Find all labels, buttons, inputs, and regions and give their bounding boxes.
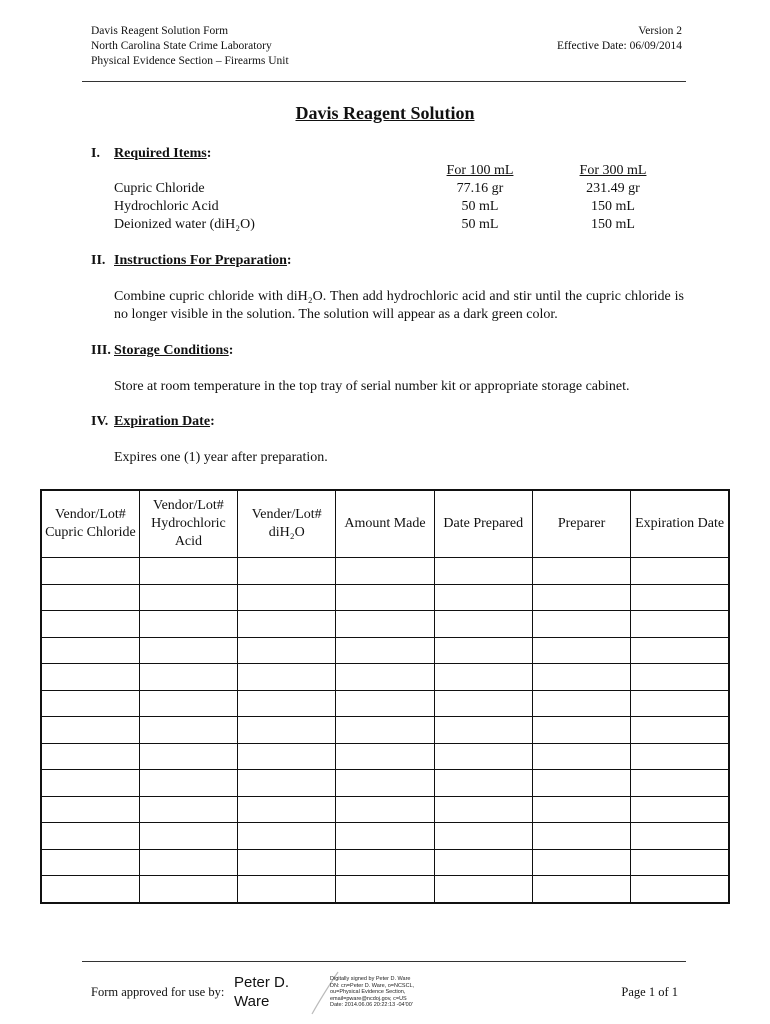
footer-divider bbox=[82, 961, 686, 962]
table-cell[interactable] bbox=[532, 823, 630, 850]
column-header-date-prepared: Date Prepared bbox=[434, 490, 532, 558]
section-required-heading: I. Required Items: bbox=[91, 146, 212, 161]
table-cell[interactable] bbox=[336, 770, 434, 797]
table-cell[interactable] bbox=[532, 558, 630, 585]
table-row bbox=[41, 796, 729, 823]
table-cell[interactable] bbox=[41, 611, 139, 638]
table-row bbox=[41, 743, 729, 770]
table-cell[interactable] bbox=[238, 796, 336, 823]
table-cell[interactable] bbox=[41, 664, 139, 691]
table-cell[interactable] bbox=[532, 770, 630, 797]
table-cell[interactable] bbox=[238, 637, 336, 664]
table-cell[interactable] bbox=[41, 584, 139, 611]
table-cell[interactable] bbox=[631, 770, 729, 797]
signature-detail-line: Date: 2014.06.06 20:22:13 -04'00' bbox=[330, 1002, 413, 1009]
column-header-preparer: Preparer bbox=[532, 490, 630, 558]
table-cell[interactable] bbox=[41, 558, 139, 585]
table-cell[interactable] bbox=[41, 690, 139, 717]
table-cell[interactable] bbox=[532, 584, 630, 611]
signature-detail-line: Digitally signed by Peter D. Ware bbox=[330, 976, 411, 982]
table-cell[interactable] bbox=[139, 584, 237, 611]
table-cell[interactable] bbox=[631, 584, 729, 611]
table-cell[interactable] bbox=[631, 637, 729, 664]
storage-text: Store at room temperature in the top tray of serial number kit or appropriate storage cabinet. bbox=[114, 379, 630, 394]
value-100ml: 77.16 gr bbox=[456, 181, 504, 196]
column-100ml bbox=[420, 162, 540, 234]
table-cell[interactable] bbox=[631, 664, 729, 691]
table-cell[interactable] bbox=[434, 558, 532, 585]
table-cell[interactable] bbox=[631, 717, 729, 744]
table-cell[interactable] bbox=[631, 690, 729, 717]
table-cell[interactable] bbox=[434, 611, 532, 638]
value-300ml: 150 mL bbox=[591, 199, 635, 214]
table-cell[interactable] bbox=[532, 717, 630, 744]
table-cell[interactable] bbox=[336, 637, 434, 664]
table-cell[interactable] bbox=[41, 876, 139, 903]
table-cell[interactable] bbox=[434, 823, 532, 850]
table-cell[interactable] bbox=[238, 664, 336, 691]
table-cell[interactable] bbox=[238, 849, 336, 876]
value-300ml: 150 mL bbox=[591, 217, 635, 232]
table-row bbox=[41, 558, 729, 585]
value-300ml: 231.49 gr bbox=[586, 181, 640, 196]
table-cell[interactable] bbox=[238, 770, 336, 797]
table-cell[interactable] bbox=[139, 690, 237, 717]
table-cell[interactable] bbox=[139, 849, 237, 876]
digital-signature-details bbox=[330, 976, 430, 1009]
table-cell[interactable] bbox=[139, 823, 237, 850]
table-row bbox=[41, 876, 729, 903]
section-storage-heading: III. Storage Conditions: bbox=[91, 343, 234, 358]
table-cell[interactable] bbox=[336, 849, 434, 876]
section-expiration-heading: IV. Expiration Date: bbox=[91, 414, 215, 429]
signer-name bbox=[234, 973, 289, 1011]
effective-date: Effective Date: 06/09/2014 bbox=[557, 40, 682, 52]
lab-name: North Carolina State Crime Laboratory bbox=[91, 40, 272, 52]
table-cell[interactable] bbox=[336, 611, 434, 638]
table-cell[interactable] bbox=[434, 584, 532, 611]
table-cell[interactable] bbox=[532, 611, 630, 638]
table-cell[interactable] bbox=[238, 743, 336, 770]
table-cell[interactable] bbox=[139, 717, 237, 744]
version-label: Version 2 bbox=[638, 25, 682, 37]
table-cell[interactable] bbox=[41, 717, 139, 744]
table-row bbox=[41, 823, 729, 850]
item-deionized-water: Deionized water (diH₂O) bbox=[114, 217, 255, 232]
table-cell[interactable] bbox=[41, 743, 139, 770]
table-cell[interactable] bbox=[532, 796, 630, 823]
instructions-text: Combine cupric chloride with diH₂O. Then add hydrochloric acid and stir until the cupric chloride is no longer visible in the solution. The solution will appear as a dark green color. bbox=[114, 289, 684, 322]
page-title: Davis Reagent Solution bbox=[295, 103, 475, 123]
table-cell[interactable] bbox=[238, 823, 336, 850]
table-row bbox=[41, 770, 729, 797]
table-cell[interactable] bbox=[336, 584, 434, 611]
table-cell[interactable] bbox=[631, 743, 729, 770]
table-cell[interactable] bbox=[139, 770, 237, 797]
header-left bbox=[91, 24, 289, 69]
table-cell[interactable] bbox=[139, 876, 237, 903]
table-row bbox=[41, 637, 729, 664]
item-cupric-chloride: Cupric Chloride bbox=[114, 181, 205, 196]
table-cell[interactable] bbox=[434, 876, 532, 903]
table-cell[interactable] bbox=[434, 690, 532, 717]
table-cell[interactable] bbox=[41, 823, 139, 850]
table-cell[interactable] bbox=[631, 823, 729, 850]
table-cell[interactable] bbox=[336, 743, 434, 770]
table-cell[interactable] bbox=[434, 770, 532, 797]
table-cell[interactable] bbox=[336, 876, 434, 903]
table-cell[interactable] bbox=[532, 690, 630, 717]
column-300ml-header: For 300 mL bbox=[579, 163, 647, 178]
table-cell[interactable] bbox=[532, 664, 630, 691]
table-cell[interactable] bbox=[238, 876, 336, 903]
column-300ml bbox=[553, 162, 673, 234]
table-cell[interactable] bbox=[631, 611, 729, 638]
table-cell[interactable] bbox=[41, 796, 139, 823]
column-100ml-header: For 100 mL bbox=[446, 163, 514, 178]
table-row bbox=[41, 584, 729, 611]
table-cell[interactable] bbox=[41, 637, 139, 664]
signature-detail-line: email=pware@ncdoj.gov, c=US bbox=[330, 995, 407, 1002]
table-cell[interactable] bbox=[434, 743, 532, 770]
table-cell[interactable] bbox=[139, 558, 237, 585]
table-cell[interactable] bbox=[139, 664, 237, 691]
table-row bbox=[41, 611, 729, 638]
table-cell[interactable] bbox=[238, 690, 336, 717]
table-cell[interactable] bbox=[336, 796, 434, 823]
header-divider bbox=[82, 81, 686, 82]
table-cell[interactable] bbox=[238, 558, 336, 585]
table-cell[interactable] bbox=[139, 637, 237, 664]
table-cell[interactable] bbox=[41, 849, 139, 876]
table-cell[interactable] bbox=[139, 611, 237, 638]
item-hydrochloric-acid: Hydrochloric Acid bbox=[114, 199, 219, 214]
table-cell[interactable] bbox=[532, 743, 630, 770]
table-cell[interactable] bbox=[238, 584, 336, 611]
table-row bbox=[41, 690, 729, 717]
table-row bbox=[41, 664, 729, 691]
table-cell[interactable] bbox=[336, 717, 434, 744]
table-row bbox=[41, 717, 729, 744]
table-cell[interactable] bbox=[336, 690, 434, 717]
table-cell[interactable] bbox=[631, 558, 729, 585]
required-items-list bbox=[114, 180, 255, 234]
table-cell[interactable] bbox=[139, 743, 237, 770]
table-cell[interactable] bbox=[631, 849, 729, 876]
form-name: Davis Reagent Solution Form bbox=[91, 25, 229, 37]
table-cell[interactable] bbox=[434, 637, 532, 664]
table-cell[interactable] bbox=[532, 637, 630, 664]
table-cell[interactable] bbox=[532, 876, 630, 903]
page-number: Page 1 of 1 bbox=[621, 985, 678, 999]
table-cell[interactable] bbox=[139, 796, 237, 823]
table-cell[interactable] bbox=[532, 849, 630, 876]
value-100ml: 50 mL bbox=[461, 217, 499, 232]
table-cell[interactable] bbox=[336, 823, 434, 850]
value-100ml: 50 mL bbox=[461, 199, 499, 214]
column-header-expiration: Expiration Date bbox=[631, 490, 729, 558]
approved-label: Form approved for use by: bbox=[91, 985, 225, 999]
table-cell[interactable] bbox=[238, 611, 336, 638]
header-right bbox=[557, 24, 682, 54]
column-header-cupric-vendor: Vendor/Lot# Cupric Chloride bbox=[41, 490, 139, 558]
expiration-text: Expires one (1) year after preparation. bbox=[114, 450, 328, 465]
table-cell[interactable] bbox=[336, 664, 434, 691]
table-cell[interactable] bbox=[434, 717, 532, 744]
table-row bbox=[41, 849, 729, 876]
table-cell[interactable] bbox=[631, 876, 729, 903]
table-cell[interactable] bbox=[631, 796, 729, 823]
section-instructions-heading: II. Instructions For Preparation: bbox=[91, 253, 292, 268]
table-cell[interactable] bbox=[238, 717, 336, 744]
table-cell[interactable] bbox=[434, 664, 532, 691]
unit-name: Physical Evidence Section – Firearms Unit bbox=[91, 55, 289, 67]
signer-name-line: Ware bbox=[234, 993, 270, 1010]
signature-detail-line: DN: cn=Peter D. Ware, o=NCSCL, bbox=[330, 982, 415, 989]
table-cell[interactable] bbox=[434, 796, 532, 823]
column-header-water-vendor: Vender/Lot# diH₂O bbox=[238, 490, 336, 558]
signer-name-line: Peter D. bbox=[234, 974, 290, 991]
column-header-hcl-vendor: Vendor/Lot# Hydrochloric Acid bbox=[139, 490, 237, 558]
table-cell[interactable] bbox=[434, 849, 532, 876]
preparation-log-table bbox=[40, 489, 730, 904]
table-cell[interactable] bbox=[336, 558, 434, 585]
signature-detail-line: ou=Physical Evidence Section, bbox=[330, 989, 406, 996]
table-header-row bbox=[41, 490, 729, 558]
column-header-amount: Amount Made bbox=[336, 490, 434, 558]
table-cell[interactable] bbox=[41, 770, 139, 797]
